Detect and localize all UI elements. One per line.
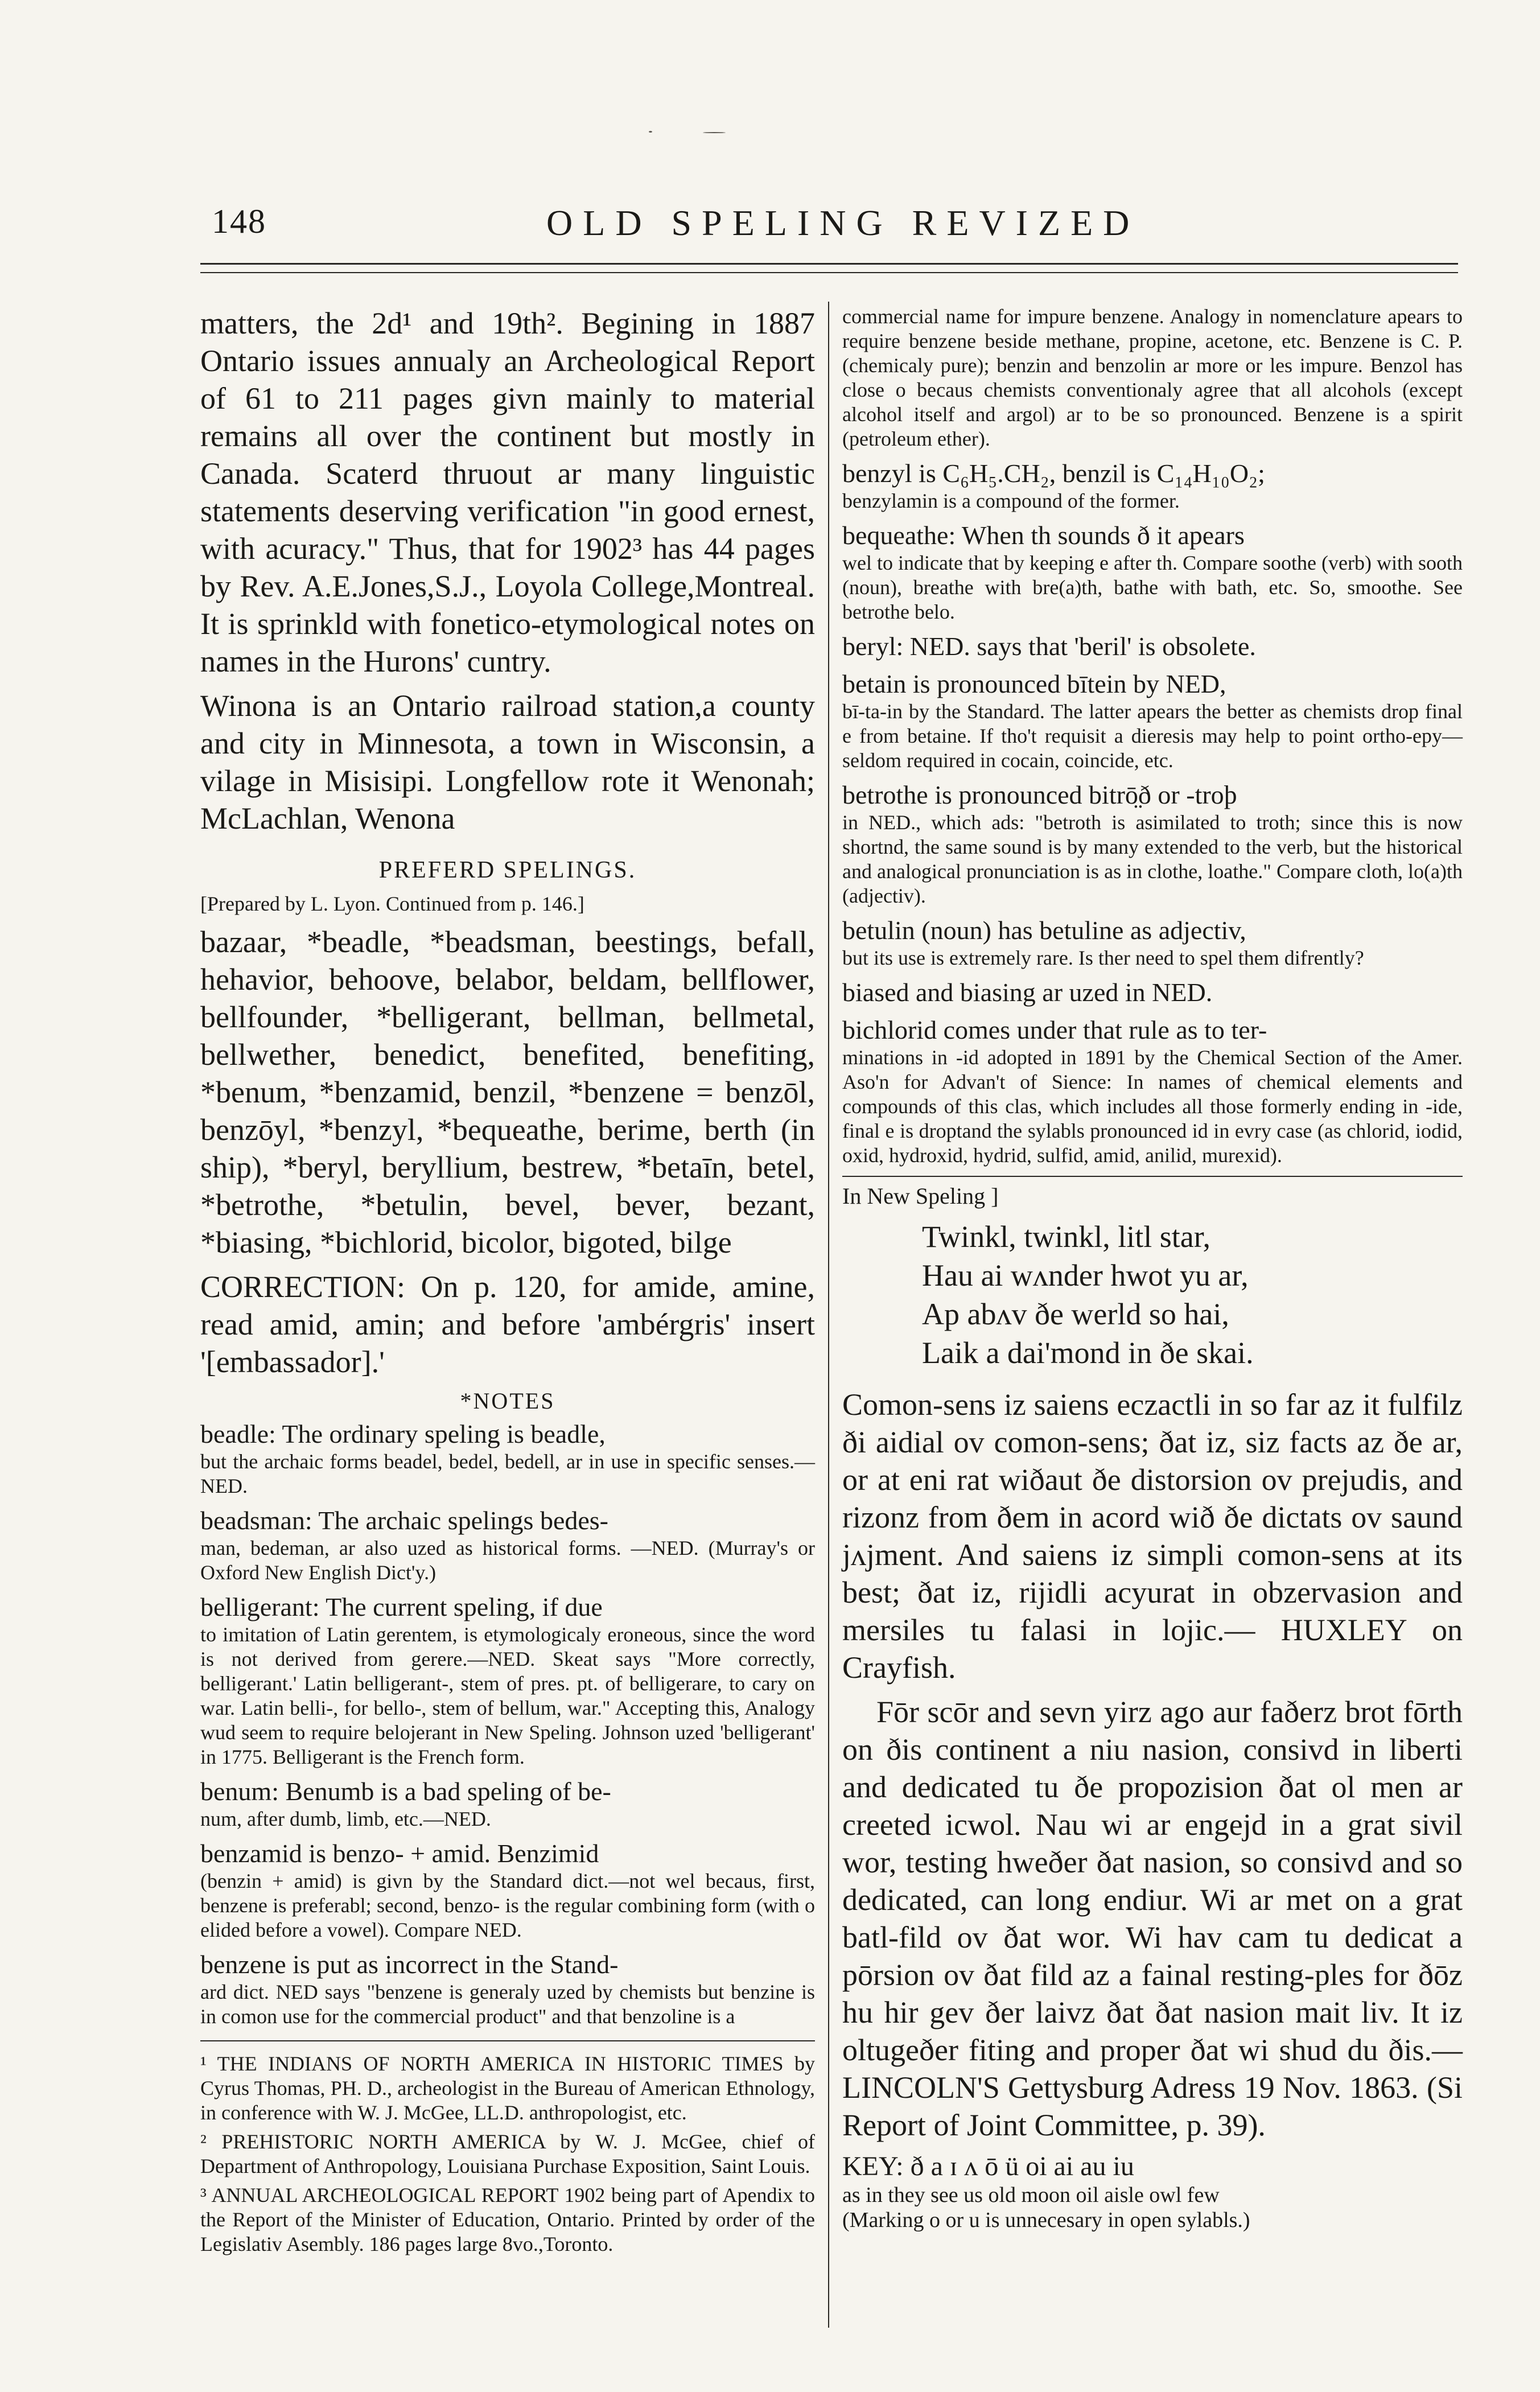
note-beadle-lead: beadle: The ordinary speling is beadle, xyxy=(200,1419,606,1448)
correction-paragraph: CORRECTION: On p. 120, for amide, amine, read amid, amin; and before 'ambérgris' insert '[embassador].' xyxy=(200,1270,815,1379)
key-note: (Marking o or u is unnecesary in open sylabls.) xyxy=(842,2208,1250,2232)
key-examples: as in they see us old moon oil aisle owl few xyxy=(842,2183,1220,2207)
page-header xyxy=(0,202,1540,265)
winona-paragraph: Winona is an Ontario railroad station,a county and city in Minnesota, a town in Wisconsin, a vilage in Misisipi. Longfellow rote it Wenonah; McLachlan, Wenona xyxy=(200,689,815,835)
note-bequeathe xyxy=(842,520,1463,624)
column-divider xyxy=(828,302,829,2328)
note-bequeathe-lead: bequeathe: When th sounds ð it apears xyxy=(842,521,1245,550)
prepared-by-line: [Prepared by L. Lyon. Continued from p. 146.] xyxy=(200,892,584,915)
page-number: 148 xyxy=(212,203,266,240)
footnote-1: ¹ THE INDIANS OF NORTH AMERICA IN HISTORIC TIMES by Cyrus Thomas, PH. D., archeologist in the Bureau of American Ethnology, in conference with W. J. McGee, LL.D. anthropologist, etc. xyxy=(200,2052,815,2124)
left-column xyxy=(200,304,815,2261)
note-benzyl xyxy=(842,458,1463,513)
note-betulin xyxy=(842,915,1463,970)
note-belligerant xyxy=(200,1592,815,1769)
note-betulin-body: but its use is extremely rare. Is ther need to spel them difrently? xyxy=(842,946,1364,969)
note-beadsman-lead: beadsman: The archaic spelings bedes- xyxy=(200,1506,608,1535)
header-rule-bottom xyxy=(200,272,1458,273)
note-biased: biased and biasing ar uzed in NED. xyxy=(842,978,1213,1007)
note-benzamid-body: (benzin + amid) is givn by the Standard dict.—not wel becaus, first, benzene is preferabl; second, benzo- is the regular combining form (with o elided before a vowel). Compare NED. xyxy=(200,1870,815,1941)
poem-line: Twinkl, twinkl, litl star, xyxy=(922,1220,1211,1254)
footnote-2: ² PREHISTORIC NORTH AMERICA by W. J. McGee, chief of Department of Anthropology, Louisiana Purchase Exposition, Saint Louis. xyxy=(200,2130,815,2177)
note-benzene xyxy=(200,1949,815,2029)
note-beadsman xyxy=(200,1505,815,1585)
prefered-spelings-heading: PREFERD SPELINGS. xyxy=(378,857,637,883)
note-belligerant-body: to imitation of Latin gerentem, is etymologicaly eroneous, since the word is not derived from gerere.—NED. Skeat says "More correctly, belligerant.' Latin belligerant-, stem of pres. pt. of belligerare, to cary on war. Latin belli-, for bello-, stem of bellum, war." Accepting this, Analogy wud seem to require belojerant in New Speling. Johnson uzed 'belligerant' in 1775. Belligerant is the French form. xyxy=(200,1623,815,1768)
footnote-3: ³ ANNUAL ARCHEOLOGICAL REPORT 1902 being part of Apendix to the Report of the Minister of Education, Ontario. Printed by order of the Legislativ Asembly. 186 pages large 8vo.,Toronto. xyxy=(200,2184,815,2255)
poem-line: Laik a dai'mond in ðe skai. xyxy=(922,1336,1254,1370)
note-benum-body: num, after dumb, limb, etc.—NED. xyxy=(200,1808,491,1830)
note-betulin-lead: betulin (noun) has betuline as adjectiv, xyxy=(842,916,1246,945)
note-benzene-body: ard dict. NED says "benzene is generaly uzed by chemists but benzine is in comon use for the commercial product" and that benzoline is a xyxy=(200,1981,815,2028)
word-list: bazaar, *beadle, *beadsman, beestings, befall, hehavior, behoove, belabor, beldam, bellflower, bellfounder, *belligerant, bellman, bellmetal, bellwether, benedict, benefited, benefiting, *benum, *benzamid, benzil, *benzene = benzōl, benzōyl, *benzyl, *bequeathe, berime, berth (in ship), *beryl, beryllium, bestrew, *betaīn, betel, *betrothe, *betulin, bevel, bever, bezant, *biasing, *bichlorid, bicolor, bigoted, bilge xyxy=(200,925,815,1259)
note-bichlorid-lead: bichlorid comes under that rule as to ter- xyxy=(842,1015,1267,1044)
note-betrothe xyxy=(842,780,1463,908)
paper-speck xyxy=(649,131,652,133)
note-benzyl-lead: benzyl is C₆H₅.CH₂, benzil is C₁₄H₁₀O₂; xyxy=(842,459,1265,488)
note-bichlorid-body: minations in -id adopted in 1891 by the Chemical Section of the Amer. Aso'n for Advan't of Sience: In names of chemical elements and compounds of this clas, which includes all those formerly ending in -ide, final e is droptand the sylabls pronounced id in evry case (as chlorid, iodid, oxid, hydroxid, hydrid, sulfid, amid, anilid, murexid). xyxy=(842,1046,1463,1167)
header-rule-top xyxy=(200,263,1458,265)
notes-heading: *NOTES xyxy=(460,1388,555,1414)
right-column xyxy=(842,304,1463,2233)
note-benzene-lead: benzene is put as incorrect in the Stand- xyxy=(200,1950,619,1979)
running-title: OLD SPELING REVIZED xyxy=(546,203,1140,243)
lincoln-paragraph: Fōr scōr and sevn yirz ago aur faðerz brot fōrth on ðis continent a niu nasion, consivd in liberti and dedicated tu ðe propozision ðat ol men ar creeted icwol. Nau wi ar engejd in a grat sivil wor, testing hweðer ðat nasion, so consivd and so dedicated, can long endiur. Wi ar met on a grat batl-fild ov ðat wor. Wi hav cam tu dedicat a pōrsion ov ðat fild az a fainal resting-ples for ðōz hu hir gev ðer laivz ðat ðat nasion mait liv. It iz oltugeðer fiting and proper ðat wi shud du ðis.— LINCOLN'S Gettysburg Adress 19 Nov. 1863. (Si Report of Joint Committee, p. 39). xyxy=(842,1695,1463,2142)
huxley-paragraph: Comon-sens iz saiens eczactli in so far az it fulfilz ði aidial ov comon-sens; ðat iz, siz facts az ðe ar, or at eni rat wiðaut ðe distorsion ov prejudis, and rizonz from ðem in acord wið ðe dictats ov saund jʌjment. And saiens iz simpli comon-sens at its best; ðat iz, rijidli acyurat in obzervasion and mersiles tu falasi in lojic.— HUXLEY on Crayfish. xyxy=(842,1388,1463,1685)
poem-line: Ap abʌv ðe werld so hai, xyxy=(922,1297,1229,1331)
note-betain-body: bī-ta-in by the Standard. The latter apears the better as chemists drop final e from betaine. If tho't requisit a dieresis may help to point ortho-epy—seldom required in cocain, coincide, etc. xyxy=(842,700,1463,772)
note-benzamid xyxy=(200,1838,815,1942)
note-betrothe-body: in NED., which ads: "betroth is asimilated to troth; since this is now shortnd, the same sound is by many extended to the verb, but the historical and analogical pronunciation is as in clothe, loathe." Compare cloth, lo(a)th (adjectiv). xyxy=(842,811,1463,907)
paper-speck xyxy=(703,132,726,133)
footnote-rule xyxy=(200,2040,815,2041)
note-betain xyxy=(842,669,1463,773)
note-betrothe-lead: betrothe is pronounced bitrō̤ð or -troþ xyxy=(842,780,1237,809)
note-beadle-body: but the archaic forms beadel, bedel, bedell, ar in use in specific senses.—NED. xyxy=(200,1450,815,1497)
key-line: KEY: ð a ɪ ʌ ō ü oi ai au iu xyxy=(842,2151,1134,2181)
poem-line: Hau ai wʌnder hwot yu ar, xyxy=(922,1258,1249,1292)
note-bichlorid xyxy=(842,1015,1463,1168)
intro-paragraph: matters, the 2d¹ and 19th². Begining in 1887 Ontario issues annualy an Archeological Report of 61 to 211 pages givn mainly to material remains all over the continent but mostly in Canada. Scaterd thruout ar many linguistic statements deserving verification "in good ernest, with acuracy." Thus, that for 1902³ has 44 pages by Rev. A.E.Jones,S.J., Loyola College,Montreal. It is sprinkld with fonetico-etymological notes on names in the Hurons' cuntry. xyxy=(200,306,815,678)
benzene-continued: commercial name for impure benzene. Analogy in nomenclature apears to require benzene beside methane, propine, acetone, etc. Benzene is C. P. (chemicaly pure); benzin and benzolin ar more or les impure. Benzol has close o becaus chemists conventionaly agree that all alcohols (except alcohol itself and argol) ar to be so pronounced. Benzene is a spirit (petroleum ether). xyxy=(842,305,1463,450)
poem xyxy=(922,1217,1463,1372)
note-beadle xyxy=(200,1419,815,1498)
note-betain-lead: betain is pronounced bītein by NED, xyxy=(842,669,1226,698)
note-benzyl-body: benzylamin is a compound of the former. xyxy=(842,489,1180,512)
section-rule xyxy=(842,1176,1463,1177)
new-speling-tag: In New Speling ] xyxy=(842,1183,999,1209)
note-beryl: beryl: NED. says that 'beril' is obsolete. xyxy=(842,632,1256,661)
note-beadsman-body: man, bedeman, ar also uzed as historical forms. —NED. (Murray's or Oxford New English Dict'y.) xyxy=(200,1537,815,1584)
note-benzamid-lead: benzamid is benzo- + amid. Benzimid xyxy=(200,1839,599,1868)
note-benum-lead: benum: Benumb is a bad speling of be- xyxy=(200,1777,611,1806)
note-benum xyxy=(200,1776,815,1831)
note-bequeathe-body: wel to indicate that by keeping e after th. Compare soothe (verb) with sooth (noun), breathe with bre(a)th, bathe with bath, etc. So, smoothe. See betrothe belo. xyxy=(842,551,1463,623)
note-belligerant-lead: belligerant: The current speling, if due xyxy=(200,1592,603,1621)
